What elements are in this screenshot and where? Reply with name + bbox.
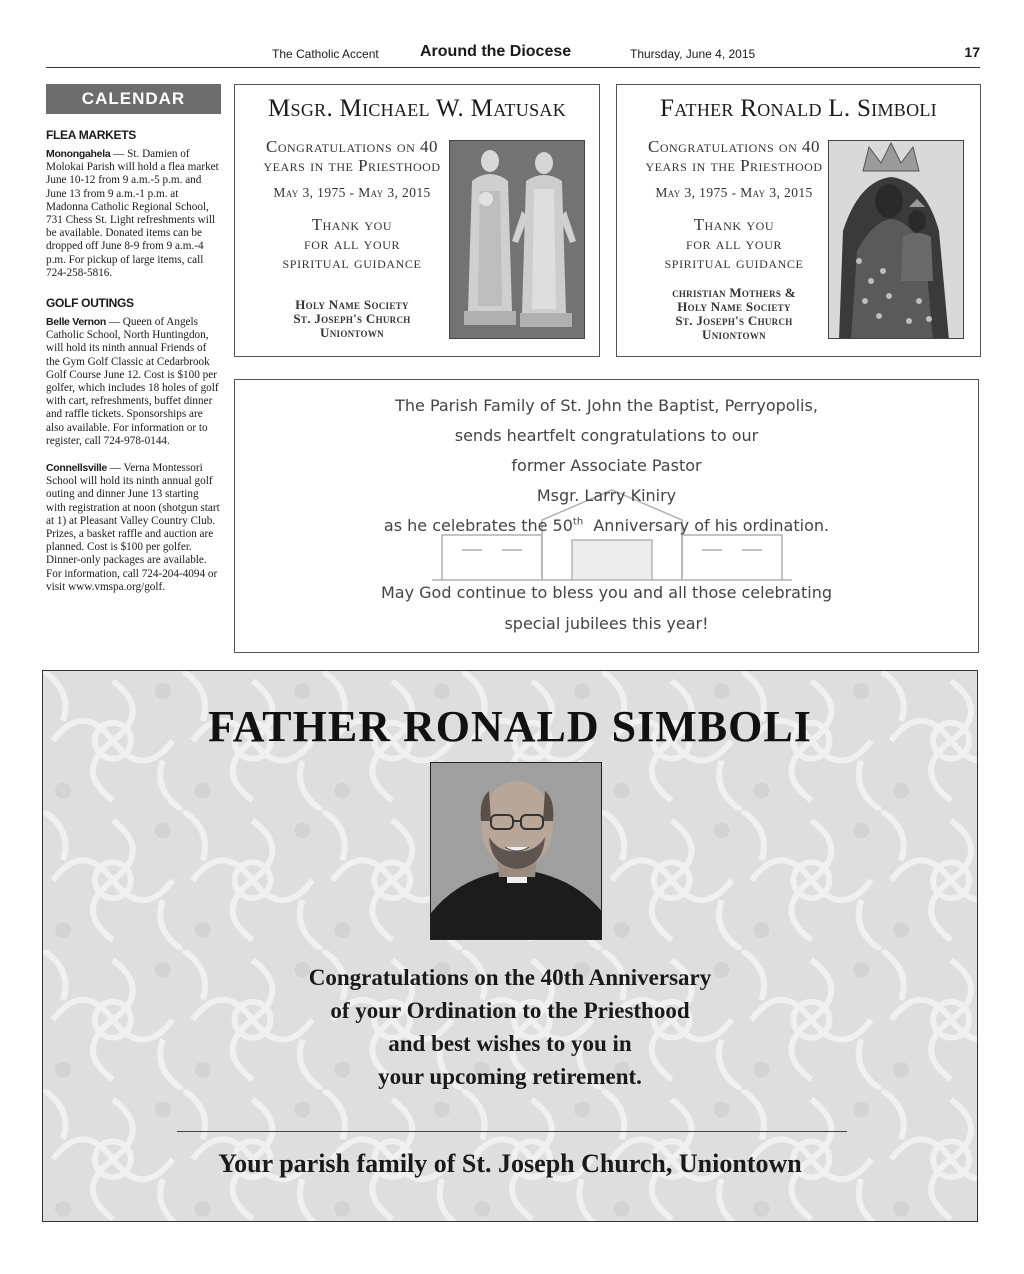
- entry-text: — Queen of Angels Catholic School, North Huntingdon, will hold its ninth annual Friends of the Gym Golf Classic at Cedarbrook Golf Course June 12. Cost is $100 per golfer, which includes 18 holes of golf with cart, refreshments, buffet dinner and raffle tickets. Sponsorships are also available. For information or to register, call 724-978-0144.: [46, 316, 219, 447]
- entry-text: — St. Damien of Molokai Parish will hold a flea market June 10-12 from 9 a.m.-5 p.m. and June 13 from 9 a.m.-1 p.m. at Madonna Catholic Regional School, 731 Chess St. Light refreshments will be available. Donated items can be dropped off June 8-9 from 9 a.m.-4 p.m. For pickup of large items, call 724-258-5816.: [46, 148, 219, 279]
- ad-simboli: [616, 84, 981, 357]
- calendar-entry: [46, 316, 221, 448]
- sponsor-text: [623, 286, 845, 342]
- congrats-text: [623, 137, 845, 175]
- sponsor-line: St. Joseph's Church: [293, 311, 411, 326]
- sponsor-line: St. Joseph's Church: [675, 313, 793, 328]
- entry-town: Belle Vernon: [46, 316, 107, 329]
- ad-matusak: [234, 84, 600, 357]
- entry-town: Monongahela: [46, 148, 111, 160]
- ad-text: [623, 137, 845, 342]
- ordination-dates: May 3, 1975 - May 3, 2015: [273, 185, 431, 200]
- entry-town: Connellsville: [46, 462, 107, 475]
- priest-portrait-illustration: [431, 763, 602, 940]
- message-line: of your Ordination to the Priesthood: [330, 998, 690, 1023]
- congrats-text: [241, 137, 463, 175]
- page-number: 17: [964, 44, 980, 60]
- thanks-line: spiritual guidance: [664, 253, 804, 272]
- sponsor-line: Holy Name Society: [295, 297, 409, 312]
- calendar-entry: [46, 148, 221, 280]
- thanks-text: [241, 215, 463, 272]
- priest-portrait-photo: [430, 762, 602, 940]
- stjohn-line: [235, 516, 978, 535]
- calendar-header: CALENDAR: [46, 84, 221, 114]
- thanks-line: Thank you: [311, 215, 393, 234]
- entry-text: — Verna Montessori School will hold its ninth annual golf outing and dinner June 13 starting with registration at noon (shotgun start at 1) at Pleasant Valley Country Club. Prizes, a basket raffle and auction are planned. Cost is $100 per golfer. Dinner-only packages are available. For information, call 724-204-4094 or visit www.vmspa.org/golf.: [46, 462, 220, 593]
- stjohn-line: The Parish Family of St. John the Baptist, Perryopolis,: [395, 396, 818, 415]
- calendar-column: [46, 84, 221, 594]
- big-ad-message: [43, 961, 977, 1093]
- stjohn-line: former Associate Pastor: [511, 456, 702, 475]
- statue-photo: [449, 140, 585, 339]
- ad-father-ronald-simboli: [42, 670, 978, 1222]
- calendar-entry: [46, 462, 221, 594]
- issue-date: Thursday, June 4, 2015: [630, 47, 756, 61]
- divider-rule: [177, 1131, 847, 1132]
- masthead: [46, 38, 980, 68]
- section-title: Around the Diocese: [420, 43, 572, 60]
- thanks-line: Thank you: [693, 215, 775, 234]
- message-line: and best wishes to you in: [388, 1031, 632, 1056]
- sponsor-line: Holy Name Society: [677, 299, 791, 314]
- madonna-icon-illustration: [829, 141, 964, 339]
- congrats-line: Congratulations on 40: [265, 137, 438, 156]
- congrats-line: years in the Priesthood: [645, 156, 823, 175]
- stjohn-line: May God continue to bless you and all those celebrating: [380, 583, 832, 602]
- ad-stjohn-perryopolis: [234, 379, 979, 653]
- ad-text: [241, 137, 463, 340]
- calendar-section-title: FLEA MARKETS: [46, 128, 136, 142]
- message-line: your upcoming retirement.: [378, 1064, 642, 1089]
- big-ad-signature: Your parish family of St. Joseph Church, Uniontown: [218, 1149, 802, 1178]
- stjohn-line-part: as he celebrates the 50: [383, 516, 573, 535]
- sponsor-text: [241, 298, 463, 340]
- stjohn-line: special jubilees this year!: [504, 614, 709, 633]
- stjohn-line-part: Anniversary of his ordination.: [583, 516, 830, 535]
- ordination-dates: May 3, 1975 - May 3, 2015: [655, 185, 813, 200]
- sponsor-line: Uniontown: [702, 327, 766, 342]
- congrats-line: Congratulations on 40: [647, 137, 820, 156]
- stjohn-line: sends heartfelt congratulations to our: [454, 426, 759, 445]
- big-ad-title: FATHER RONALD SIMBOLI: [208, 702, 812, 751]
- sponsor-line: Uniontown: [320, 325, 384, 340]
- ad-title: Father Ronald L. Simboli: [660, 95, 937, 122]
- thanks-text: [623, 215, 845, 272]
- statue-illustration: [450, 141, 585, 339]
- sponsor-line: christian Mothers &: [672, 285, 796, 300]
- calendar-section-title: GOLF OUTINGS: [46, 296, 134, 311]
- thanks-line: spiritual guidance: [282, 253, 422, 272]
- publication-name: The Catholic Accent: [272, 47, 379, 61]
- ordinal-suffix: th: [572, 516, 584, 528]
- thanks-line: for all your: [685, 234, 783, 253]
- ad-title: Msgr. Michael W. Matusak: [268, 95, 566, 122]
- icon-painting-photo: [828, 140, 964, 339]
- damask-background-pattern: [43, 671, 977, 1221]
- congrats-line: years in the Priesthood: [263, 156, 441, 175]
- stjohn-line: Msgr. Larry Kiniry: [536, 486, 677, 505]
- message-line: Congratulations on the 40th Anniversary: [308, 965, 712, 990]
- thanks-line: for all your: [303, 234, 401, 253]
